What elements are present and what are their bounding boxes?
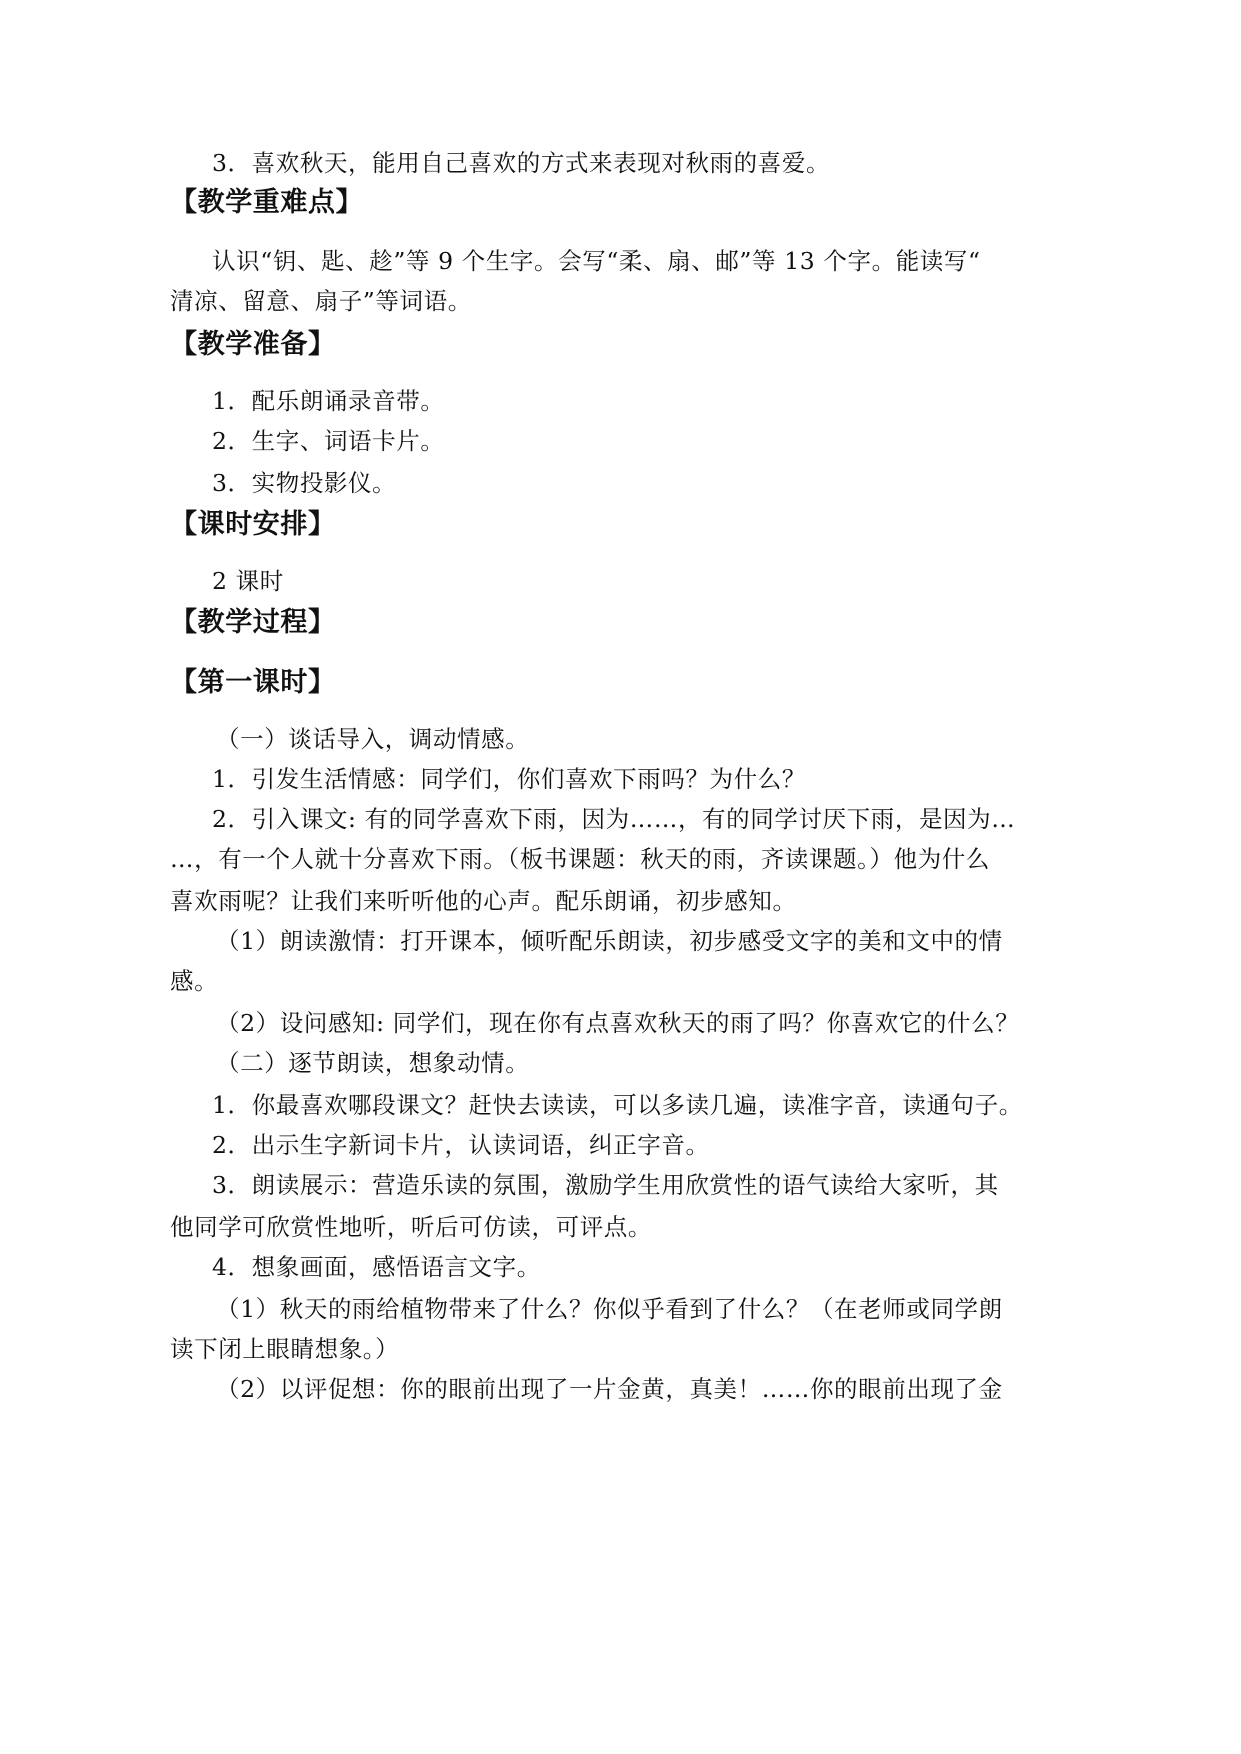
heading-process: 【教学过程】: [170, 607, 336, 638]
lesson-line: 1．你最喜欢哪段课文？赶快去读读，可以多读几遍，读准字音，读通句子。: [212, 1091, 1023, 1119]
lesson-line: 他同学可欣赏性地听，听后可仿读，可评点。: [170, 1213, 652, 1241]
lesson-line: （一）谈话导入，调动情感。: [216, 725, 530, 753]
lesson-line: 3．朗读展示：营造乐读的氛围，激励学生用欣赏性的语气读给大家听，其: [212, 1171, 999, 1199]
lesson-line: 4．想象画面，感悟语言文字。: [212, 1253, 541, 1281]
lesson-line: （2）以评促想：你的眼前出现了一片金黄，真美！……你的眼前出现了金: [216, 1375, 1003, 1403]
lesson-line: （1）朗读激情：打开课本，倾听配乐朗读，初步感受文字的美和文中的情: [216, 927, 1003, 955]
lesson-line: …，有一个人就十分喜欢下雨。（板书课题：秋天的雨，齐读课题。）他为什么: [170, 845, 990, 873]
heading-first-lesson: 【第一课时】: [170, 667, 336, 698]
preparation-item-1: 1．配乐朗诵录音带。: [212, 387, 445, 415]
lesson-line: （二）逐节朗读，想象动情。: [216, 1049, 530, 1077]
lesson-line: 感。: [170, 967, 219, 995]
lesson-line: （2）设问感知: 同学们，现在你有点喜欢秋天的雨了吗？你喜欢它的什么？: [216, 1009, 1020, 1037]
heading-preparation: 【教学准备】: [170, 329, 336, 360]
key-points-line-1: 认识“钥、匙、趁”等 9 个生字。会写“柔、扇、邮”等 13 个字。能读写“: [212, 247, 981, 275]
lesson-line: 1．引发生活情感：同学们，你们喜欢下雨吗？为什么？: [212, 765, 806, 793]
lesson-line: 读下闭上眼睛想象。）: [170, 1335, 400, 1363]
lesson-line: 2．引入课文: 有的同学喜欢下雨，因为……，有的同学讨厌下雨，是因为…: [212, 805, 1016, 833]
schedule-text: 2 课时: [212, 567, 284, 595]
heading-key-points: 【教学重难点】: [170, 187, 364, 218]
key-points-line-2: 清凉、留意、扇子”等词语。: [170, 287, 472, 315]
preparation-item-3: 3．实物投影仪。: [212, 469, 397, 497]
preparation-item-2: 2．生字、词语卡片。: [212, 427, 445, 455]
lesson-line: （1）秋天的雨给植物带来了什么？你似乎看到了什么？（在老师或同学朗: [216, 1295, 1003, 1323]
heading-schedule: 【课时安排】: [170, 509, 336, 540]
lesson-line: 喜欢雨呢？让我们来听听他的心声。配乐朗诵，初步感知。: [170, 887, 797, 915]
goal-item-3: 3．喜欢秋天，能用自己喜欢的方式来表现对秋雨的喜爱。: [212, 149, 831, 177]
lesson-line: 2．出示生字新词卡片，认读词语，纠正字音。: [212, 1131, 710, 1159]
